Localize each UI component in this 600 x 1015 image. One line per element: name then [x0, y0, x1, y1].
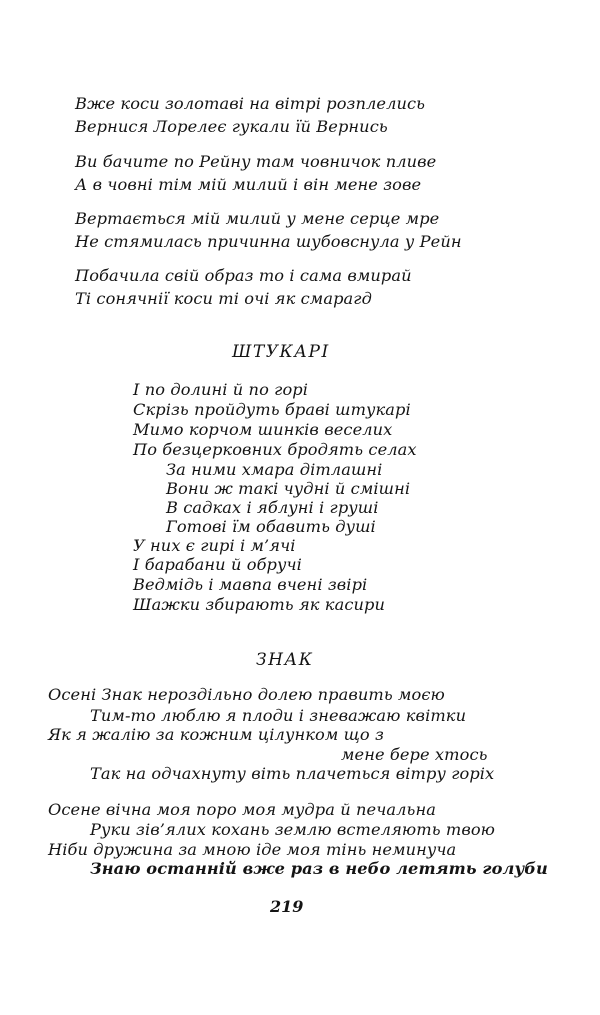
verse-line: По безцерковних бродять селах [133, 440, 417, 459]
verse-line: Як я жалію за кожним цілунком що з [48, 725, 384, 744]
verse-line: За ними хмара дітлашні [166, 460, 383, 479]
poem-title: ШТУКАРІ [232, 342, 330, 362]
verse-line: Вже коси золотаві на вітрі розплелись [75, 94, 426, 113]
verse-line: Не стямилась причинна шубовснула у Рейн [75, 232, 462, 251]
verse-line: Шажки збирають як касири [133, 595, 385, 614]
verse-line: Знаю останній вже раз в небо летять голуби [90, 859, 548, 878]
poem-title: ЗНАК [256, 650, 314, 670]
verse-line: Осене вічна моя поро моя мудра й печальна [48, 800, 436, 819]
verse-line: Вертається мій милий у мене серце мре [75, 209, 440, 228]
verse-line: Мимо корчом шинків веселих [133, 420, 393, 439]
verse-line: А в човні тім мій милий і він мене зове [75, 175, 422, 194]
verse-line: Ведмідь і мавпа вчені звірі [133, 575, 368, 594]
verse-line: мене бере хтось [341, 745, 488, 764]
page-number: 219 [270, 897, 304, 916]
verse-line: Ті сонячнії коси ті очі як смарагд [75, 289, 372, 308]
verse-line: Руки зів’ялих кохань землю встеляють твою [90, 820, 496, 839]
verse-line: Готові їм обавить душі [166, 517, 376, 536]
verse-line: Тим-то люблю я плоди і зневажаю квітки [90, 706, 467, 725]
verse-line: Так на одчахнуту віть плачеться вітру горіх [90, 764, 495, 783]
verse-line: Осені Знак нероздільно долею править моєю [48, 685, 445, 704]
verse-line: Вернися Лорелеє гукали їй Вернись [75, 117, 388, 136]
verse-line: І по долині й по горі [133, 380, 309, 399]
verse-line: І барабани й обручі [133, 555, 302, 574]
verse-line: Вони ж такі чудні й смішні [166, 479, 411, 498]
verse-line: Ви бачите по Рейну там човничок пливе [75, 152, 437, 171]
verse-line: Скрізь пройдуть браві штукарі [133, 400, 411, 419]
verse-line: Ніби дружина за мною іде моя тінь неминуча [48, 840, 457, 859]
verse-line: В садках і яблуні і груші [166, 498, 379, 517]
verse-line: Побачила свій образ то і сама вмирай [75, 266, 412, 285]
verse-line: У них є гирі і м’ячі [133, 536, 296, 555]
